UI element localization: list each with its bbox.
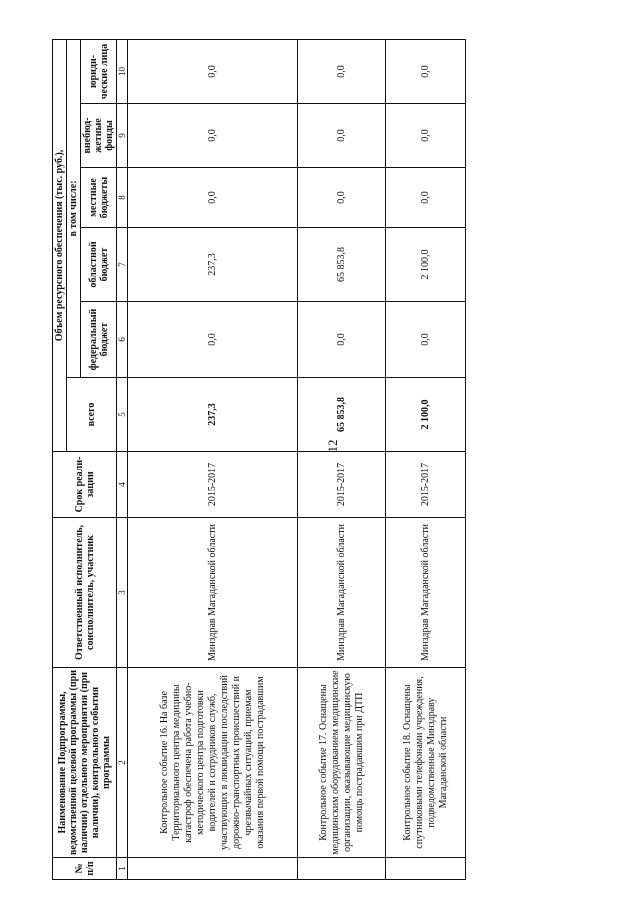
header-offbudget: внебюд-жетные фонды [81, 104, 117, 168]
header-regional: областной бюджет [81, 228, 117, 302]
row-name: Контрольное событие 18. Оснащены спутниковыми телефонами учреждения, подведомственные Минздраву Магаданской области [386, 668, 466, 858]
colnum-5: 5 [117, 378, 128, 452]
row-regional: 237,3 [128, 228, 298, 302]
table-row [386, 39, 466, 879]
colnum-3: 3 [117, 518, 128, 668]
header-num: № п/п [53, 858, 117, 880]
header-name: Наименование Подпрограммы, ведомственной целевой программы (при наличии) отдельного мероприятия (при наличии), контрольного события программы [53, 668, 117, 858]
row-period: 2015-2017 [298, 452, 386, 518]
row-executor: Минздрав Магаданской области [386, 518, 466, 668]
row-offbudget: 0,0 [128, 104, 298, 168]
header-total: всего [67, 378, 117, 452]
header-legal: юриди-ческие лица [81, 39, 117, 103]
colnum-10: 10 [117, 39, 128, 103]
row-executor: Минздрав Магаданской области [128, 518, 298, 668]
row-federal: 0,0 [386, 302, 466, 378]
row-num [298, 858, 386, 880]
row-num [128, 858, 298, 880]
table-row [298, 39, 386, 879]
row-legal: 0,0 [298, 39, 386, 103]
funding-table [52, 39, 466, 880]
row-regional: 65 853,8 [298, 228, 386, 302]
row-name: Контрольное событие 16. На базе Территориального центра медицины катастроф обеспечена работа учебно-методического центра подготовки водителей и сотрудников служб, участвующих в ликвидации последствий дорожно-транспортных происшествий и чрезвычайных ситуаций, приемам оказания первой помощи пострадавшим [128, 668, 298, 858]
row-local: 0,0 [128, 168, 298, 228]
colnum-6: 6 [117, 302, 128, 378]
header-period: Срок реали-зации [53, 452, 117, 518]
header-local: местные бюджеты [81, 168, 117, 228]
row-period: 2015-2017 [128, 452, 298, 518]
row-federal: 0,0 [128, 302, 298, 378]
row-total: 65 853,8 [298, 378, 386, 452]
row-total: 237,3 [128, 378, 298, 452]
colnum-8: 8 [117, 168, 128, 228]
row-num [386, 858, 466, 880]
page-number: 12 [325, 439, 340, 453]
header-federal: федеральный бюджет [81, 302, 117, 378]
row-local: 0,0 [298, 168, 386, 228]
rotated-table-container [52, 40, 612, 880]
header-funding: Объем ресурсного обеспечения (тыс. руб.), [53, 39, 67, 451]
row-executor: Минздрав Магаданской области [298, 518, 386, 668]
header-executor: Ответственный исполнитель, соисполнитель, участник [53, 518, 117, 668]
row-legal: 0,0 [386, 39, 466, 103]
colnum-1: 1 [117, 858, 128, 880]
colnum-4: 4 [117, 452, 128, 518]
row-local: 0,0 [386, 168, 466, 228]
row-offbudget: 0,0 [298, 104, 386, 168]
table-row [128, 39, 298, 879]
colnum-7: 7 [117, 228, 128, 302]
row-name: Контрольное событие 17. Оснащены медицинским оборудованием медицинские организации, оказывающие медицинскую помощь пострадавшим при ДТП [298, 668, 386, 858]
colnum-2: 2 [117, 668, 128, 858]
header-incl: в том числе: [67, 39, 81, 377]
row-offbudget: 0,0 [386, 104, 466, 168]
row-legal: 0,0 [128, 39, 298, 103]
row-federal: 0,0 [298, 302, 386, 378]
row-regional: 2 100,0 [386, 228, 466, 302]
row-total: 2 100,0 [386, 378, 466, 452]
row-period: 2015-2017 [386, 452, 466, 518]
colnum-9: 9 [117, 104, 128, 168]
